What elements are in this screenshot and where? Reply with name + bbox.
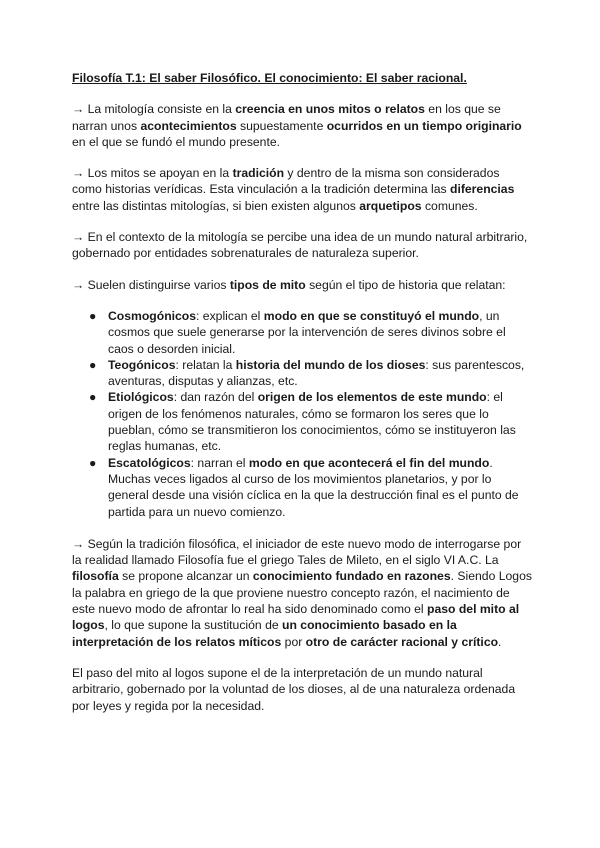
text-run: : narran el [190, 455, 249, 470]
text-run: supuestamente [236, 118, 327, 133]
bullet-icon: ● [89, 308, 97, 323]
bullet-icon: ● [89, 357, 97, 372]
bold-text: conocimiento fundado en razones [252, 569, 451, 584]
text-run: : sus parentescos, aventuras, disputas y alianzas, etc. [108, 357, 525, 389]
bold-text: Cosmogónicos [108, 308, 197, 323]
text-run: : dan razón del [173, 390, 258, 405]
bold-text: diferencias [450, 182, 515, 197]
bold-text: tradición [232, 166, 285, 181]
bold-text: Teogónicos [108, 357, 176, 372]
arrow-icon: → [72, 277, 85, 292]
paragraph [72, 101, 532, 150]
bold-text: historia del mundo de los dioses [235, 357, 426, 372]
document-body [72, 70, 532, 729]
text-run: Según la tradición filosófica, el iniciador de este nuevo modo de interrogarse por la realidad llamado Filosofía fue el griego Tales de Mileto, en el siglo VI A.C. La [72, 536, 522, 568]
bold-text: Etiológicos [108, 390, 174, 405]
document-title: Filosofía T.1: El saber Filosófico. El conocimiento: El saber racional. [72, 71, 467, 85]
text-run: Suelen distinguirse varios [84, 277, 230, 292]
mito-types-list [72, 308, 532, 520]
text-run: según el tipo de historia que relatan: [305, 277, 506, 292]
bold-text: otro de carácter racional y crítico [305, 634, 499, 649]
bold-text: filosofía [72, 569, 119, 584]
paragraph [72, 536, 532, 650]
text-run: . Muchas veces ligados al curso de los movimientos planetarios, y por lo general desde una visión cíclica en la que la destrucción final es el punto de partida para un nuevo comienzo. [108, 455, 519, 519]
text-run: . Siendo Logos la palabra en griego de la que proviene nuestro concepto razón, el nacimiento de este nuevo modo de afrontar lo real ha sido denominado como el [72, 569, 532, 617]
text-run: y dentro de la misma son considerados como historias verídicas. Esta vinculación a la tradición determina las [72, 166, 500, 197]
text-run: por [281, 634, 306, 649]
paragraph [72, 277, 532, 293]
text-run: en los que se narran unos [72, 102, 501, 133]
text-run: entre las distintas mitologías, si bien existen algunos [72, 198, 360, 213]
bold-text: modo en que se constituyó el mundo [263, 308, 480, 323]
bold-text: creencia en unos mitos o relatos [235, 102, 425, 117]
text-run: : explican el [196, 308, 264, 323]
paragraph [72, 165, 532, 214]
bold-text: arquetipos [359, 198, 422, 213]
text-run: en el que se fundó el mundo presente. [72, 134, 281, 149]
arrow-icon: → [72, 102, 85, 117]
bold-text: ocurridos en un tiempo originario [326, 118, 522, 133]
intro-paragraphs [72, 101, 532, 293]
list-item [89, 455, 532, 520]
text-run: comunes. [421, 198, 478, 213]
text-run: El paso del mito al logos supone el de la interpretación de un mundo natural arbitrario, gobernado por la voluntad de los dioses, al de una naturaleza ordenada por leyes y regida por la necesidad. [72, 665, 516, 713]
text-run: : relatan la [175, 357, 236, 372]
text-run: , un cosmos que suele generarse por la intervención de seres divinos sobre el caos o desorden inicial. [108, 308, 506, 356]
list-item [89, 308, 532, 357]
text-run: Los mitos se apoyan en la [84, 166, 233, 181]
bold-text: tipos de mito [229, 277, 306, 292]
arrow-icon: → [72, 230, 85, 245]
text-run: : el origen de los fenómenos naturales, cómo se formaron los seres que lo pueblan, cómo se transmitieron los conocimientos, cómo se instituyeron las reglas humanas, etc. [108, 390, 516, 454]
bullet-icon: ● [89, 390, 97, 405]
bold-text: un conocimiento basado en la interpretación de los relatos míticos [72, 618, 457, 649]
arrow-icon: → [72, 166, 85, 181]
text-run: La mitología consiste en la [84, 102, 236, 117]
bold-text: acontecimientos [140, 118, 237, 133]
bullet-icon: ● [89, 455, 97, 470]
list-item [89, 389, 532, 454]
text-run: , lo que supone la sustitución de [104, 618, 283, 633]
bold-text: modo en que acontecerá el fin del mundo [248, 455, 490, 470]
text-run: se propone alcanzar un [118, 569, 253, 584]
closing-paragraphs [72, 536, 532, 714]
paragraph [72, 665, 532, 714]
text-run: En el contexto de la mitología se percibe una idea de un mundo natural arbitrario, gobernado por entidades sobrenaturales de naturaleza superior. [72, 230, 528, 261]
arrow-icon: → [72, 536, 85, 551]
bold-text: origen de los elementos de este mundo [257, 390, 487, 405]
bold-text: paso del mito al logos [72, 602, 520, 633]
bold-text: Escatológicos [108, 455, 191, 470]
text-run: . [498, 634, 502, 649]
paragraph [72, 229, 532, 262]
list-item [89, 357, 532, 390]
